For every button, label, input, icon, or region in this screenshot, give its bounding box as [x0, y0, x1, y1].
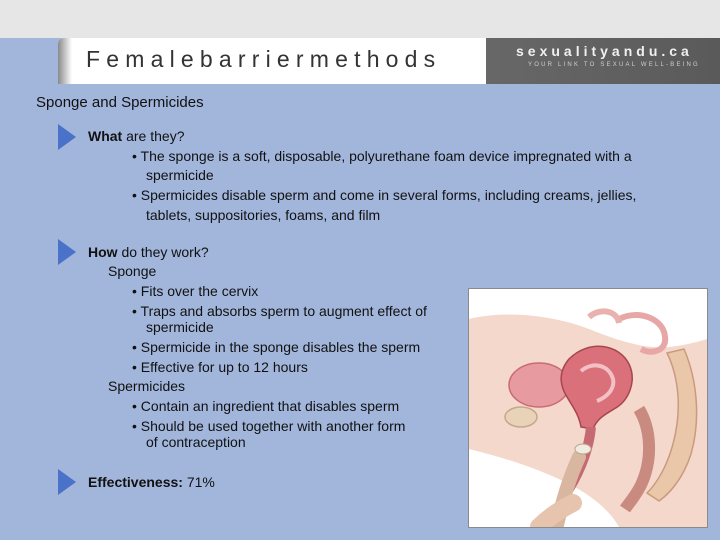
spermicides-bullet: • Should be used together with another form [132, 418, 406, 434]
slide-title: Femalebarriermethods [86, 46, 442, 72]
triangle-right-icon [58, 469, 76, 495]
what-label [88, 127, 184, 146]
triangle-right-icon [58, 239, 76, 265]
what-bullet: • The sponge is a soft, disposable, polyurethane foam device impregnated with a [132, 148, 632, 164]
what-label-bold: What [88, 128, 123, 144]
how-label-rest: do they work? [121, 244, 209, 260]
brand-tagline: YOUR LINK TO SEXUAL WELL-BEING [528, 62, 700, 68]
what-bullet: • Spermicides disable sperm and come in several forms, including creams, jellies, [132, 187, 637, 203]
what-label-rest: are they? [126, 128, 185, 144]
anatomy-illustration [468, 288, 708, 528]
sponge-label: Sponge [108, 263, 157, 279]
sponge-bullet: • Spermicide in the sponge disables the sperm [132, 339, 421, 355]
sponge-bullet-cont: spermicide [146, 319, 214, 335]
effectiveness-label: Effectiveness: [88, 474, 183, 490]
what-bullet-cont: spermicide [146, 167, 214, 183]
sponge-bullet: • Traps and absorbs sperm to augment effect of [132, 303, 427, 319]
how-label [88, 243, 209, 262]
spermicides-bullet: • Contain an ingredient that disables sperm [132, 398, 400, 414]
sponge-bullet: • Fits over the cervix [132, 283, 259, 299]
sponge-bullet: • Effective for up to 12 hours [132, 359, 308, 375]
anatomy-drawing [469, 289, 707, 527]
section-heading: Sponge and Spermicides [36, 94, 204, 111]
what-bullet-cont: tablets, suppositories, foams, and film [146, 207, 381, 223]
how-label-bold: How [88, 244, 118, 260]
title-panel-shade [58, 38, 72, 84]
effectiveness-row [88, 473, 215, 492]
top-strip [0, 0, 720, 38]
spermicides-label: Spermicides [108, 378, 186, 394]
effectiveness-value: 71% [186, 474, 215, 490]
brand-logo: sexualityandu.ca [516, 43, 693, 59]
spermicides-bullet-cont: of contraception [146, 434, 246, 450]
triangle-right-icon [58, 124, 76, 150]
